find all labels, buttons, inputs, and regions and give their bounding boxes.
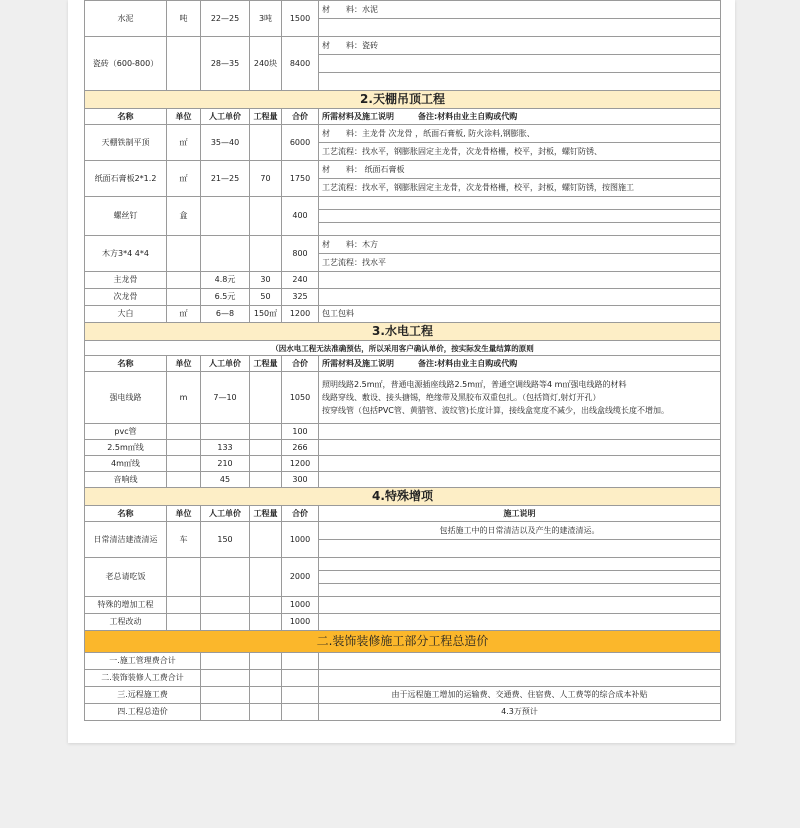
cell-desc (319, 424, 721, 440)
table-row (85, 272, 721, 289)
table-row (85, 197, 721, 236)
cell-desc (319, 37, 721, 91)
summary-title: 二.装饰装修施工部分工程总造价 (85, 631, 721, 653)
cell-name: 瓷砖（600-800） (85, 37, 167, 91)
cell-price: 28—35 (201, 37, 250, 91)
cell-total: 1200 (282, 306, 319, 323)
desc-line: 材 料：水泥 (319, 1, 720, 19)
cell-unit (167, 236, 201, 272)
table-row (85, 522, 721, 558)
desc-line (319, 55, 720, 73)
cell-qty (250, 197, 282, 236)
cell-unit (167, 289, 201, 306)
summary-label: 三.远程施工费 (85, 687, 201, 704)
cell-desc (319, 614, 721, 631)
cell-total: 240 (282, 272, 319, 289)
cell-price: 210 (201, 456, 250, 472)
cell-unit (167, 424, 201, 440)
col-header-qty: 工程量 (250, 356, 282, 372)
table-row (85, 597, 721, 614)
table-row (85, 456, 721, 472)
cell-desc (319, 558, 721, 597)
cell-total: 300 (282, 472, 319, 488)
cell-qty (250, 372, 282, 424)
table-row (85, 236, 721, 272)
cell-desc (319, 456, 721, 472)
desc-line: 照明线路2.5m㎡，普通电源插座线路2.5m㎡，普通空调线路等4 m㎡强电线路的材料 (322, 380, 627, 389)
cell-price: 45 (201, 472, 250, 488)
col-header-name: 名称 (85, 109, 167, 125)
desc-header-label: 所需材料及施工说明 (322, 111, 394, 121)
desc-line (319, 584, 720, 596)
section-note-row (85, 341, 721, 356)
col-header-desc (319, 356, 721, 372)
summary-desc: 由于远程施工增加的运输费、交通费、住宿费、人工费等的综合成本补贴 (319, 687, 721, 704)
cell-price: 22—25 (201, 1, 250, 37)
desc-line: 工艺流程：找水平，钢膨胀固定主龙骨，次龙骨格栅，校平，封板，螺钉防锈，按图施工 (322, 183, 634, 192)
cell-desc (319, 1, 721, 37)
quote-table-body (85, 1, 721, 721)
summary-cell (201, 687, 250, 704)
remark-header-label: 备注:材料由业主自购或代购 (418, 111, 518, 121)
cell-price: 133 (201, 440, 250, 456)
cell-total: 1000 (282, 597, 319, 614)
summary-label: 一.施工管理费合计 (85, 653, 201, 670)
cell-name: 工程改动 (85, 614, 167, 631)
col-header-name: 名称 (85, 356, 167, 372)
summary-cell (282, 704, 319, 721)
col-header-price: 人工单价 (201, 356, 250, 372)
summary-cell (201, 670, 250, 687)
desc-line: 包括施工中的日常清洁以及产生的建渣清运。 (319, 522, 720, 540)
cell-qty: 3吨 (250, 1, 282, 37)
cell-desc (319, 161, 721, 197)
cell-qty: 30 (250, 272, 282, 289)
cell-unit (167, 440, 201, 456)
col-header-unit: 单位 (167, 356, 201, 372)
table-row (85, 424, 721, 440)
cell-qty (250, 440, 282, 456)
cell-name: 老总请吃饭 (85, 558, 167, 597)
cell-total: 1050 (282, 372, 319, 424)
cell-price (201, 558, 250, 597)
cell-total: 400 (282, 197, 319, 236)
cell-unit (167, 272, 201, 289)
table-row (85, 37, 721, 91)
summary-cell (282, 653, 319, 670)
section-title: 3.水电工程 (85, 323, 721, 341)
remark-header-label: 备注:材料由业主自购或代购 (418, 358, 518, 368)
cell-price: 35—40 (201, 125, 250, 161)
col-header-name: 名称 (85, 506, 167, 522)
cell-total: 1000 (282, 614, 319, 631)
cell-total: 6000 (282, 125, 319, 161)
col-header-qty: 工程量 (250, 109, 282, 125)
summary-cell (282, 687, 319, 704)
cell-price (201, 197, 250, 236)
summary-cell (282, 670, 319, 687)
cell-unit: ㎡ (167, 161, 201, 197)
cell-desc (319, 597, 721, 614)
cell-price (201, 424, 250, 440)
cell-name: 强电线路 (85, 372, 167, 424)
section-title: 4.特殊增项 (85, 488, 721, 506)
cell-unit: 盒 (167, 197, 201, 236)
cell-unit (167, 558, 201, 597)
cell-price: 150 (201, 522, 250, 558)
cell-name: 水泥 (85, 1, 167, 37)
summary-cell (201, 653, 250, 670)
summary-row (85, 704, 721, 721)
section-note: （因水电工程无法准确预估，所以采用客户确认单价，按实际发生量结算的原则 (85, 341, 721, 356)
cell-unit: 吨 (167, 1, 201, 37)
col-header-unit: 单位 (167, 109, 201, 125)
table-row (85, 372, 721, 424)
desc-line: 工艺流程：找水平 (322, 258, 386, 267)
summary-label: 二.装饰装修人工费合计 (85, 670, 201, 687)
cell-desc (319, 236, 721, 272)
desc-line (319, 540, 720, 557)
cell-unit: m (167, 372, 201, 424)
cell-name: 日常清洁建渣清运 (85, 522, 167, 558)
cell-unit: ㎡ (167, 306, 201, 323)
summary-row (85, 653, 721, 670)
summary-row (85, 670, 721, 687)
col-header-unit: 单位 (167, 506, 201, 522)
desc-line (319, 19, 720, 36)
cell-name: 天棚铁制平顶 (85, 125, 167, 161)
desc-line: 材 料：主龙骨 次龙骨 ，纸面石膏板, 防火涂料,钢膨胀、 (319, 125, 720, 143)
summary-desc (319, 653, 721, 670)
column-header-row (85, 506, 721, 522)
cell-unit: 车 (167, 522, 201, 558)
cell-total: 1750 (282, 161, 319, 197)
section-header-row (85, 91, 721, 109)
summary-label: 四.工程总造价 (85, 704, 201, 721)
summary-cell (250, 670, 282, 687)
column-header-row (85, 356, 721, 372)
cell-qty (250, 456, 282, 472)
desc-line: 材 料：瓷砖 (319, 37, 720, 55)
summary-desc: 4.3万预计 (319, 704, 721, 721)
col-header-total: 合价 (282, 356, 319, 372)
cell-qty (250, 614, 282, 631)
cell-total: 1200 (282, 456, 319, 472)
desc-line (319, 73, 720, 90)
col-header-desc: 施工说明 (319, 506, 721, 522)
cell-total: 1500 (282, 1, 319, 37)
quote-table-wrapper (84, 0, 720, 721)
cell-qty (250, 597, 282, 614)
desc-line (319, 197, 720, 210)
summary-row (85, 687, 721, 704)
col-header-price: 人工单价 (201, 506, 250, 522)
cell-unit (167, 614, 201, 631)
cell-name: 2.5m㎡线 (85, 440, 167, 456)
table-row (85, 125, 721, 161)
cell-qty: 240块 (250, 37, 282, 91)
desc-line (319, 210, 720, 223)
column-header-row (85, 109, 721, 125)
cell-price (201, 597, 250, 614)
desc-header-label: 所需材料及施工说明 (322, 358, 394, 368)
cell-unit (167, 456, 201, 472)
cell-price (201, 236, 250, 272)
summary-title-row (85, 631, 721, 653)
cell-desc (319, 289, 721, 306)
cell-price: 6.5元 (201, 289, 250, 306)
col-header-price: 人工单价 (201, 109, 250, 125)
col-header-desc (319, 109, 721, 125)
section-header-row (85, 488, 721, 506)
desc-line (319, 223, 720, 235)
cell-name: 音响线 (85, 472, 167, 488)
cell-desc (319, 125, 721, 161)
cell-qty: 50 (250, 289, 282, 306)
cell-unit (167, 37, 201, 91)
summary-cell (250, 704, 282, 721)
cell-unit (167, 597, 201, 614)
cell-total: 100 (282, 424, 319, 440)
cell-total: 325 (282, 289, 319, 306)
desc-line: 材 料：木方 (319, 236, 720, 254)
cell-desc (319, 372, 721, 424)
summary-cell (250, 687, 282, 704)
cell-price: 4.8元 (201, 272, 250, 289)
cell-unit (167, 472, 201, 488)
desc-line: 线路穿线、敷设、接头搪锡，绝缘带及黑胶布双重包扎。（包括筒灯,射灯开孔） (322, 393, 601, 402)
col-header-total: 合价 (282, 109, 319, 125)
cell-name: 特殊的增加工程 (85, 597, 167, 614)
quote-table (84, 0, 721, 721)
desc-line (319, 558, 720, 571)
cell-desc (319, 272, 721, 289)
col-header-total: 合价 (282, 506, 319, 522)
cell-desc (319, 472, 721, 488)
cell-name: 主龙骨 (85, 272, 167, 289)
cell-total: 266 (282, 440, 319, 456)
cell-total: 2000 (282, 558, 319, 597)
table-row (85, 161, 721, 197)
cell-name: 螺丝钉 (85, 197, 167, 236)
cell-desc (319, 197, 721, 236)
table-row (85, 1, 721, 37)
cell-name: 4m㎡线 (85, 456, 167, 472)
cell-qty: 150㎡ (250, 306, 282, 323)
table-row (85, 289, 721, 306)
cell-desc (319, 522, 721, 558)
summary-cell (201, 704, 250, 721)
desc-line (319, 571, 720, 584)
cell-qty (250, 558, 282, 597)
table-row (85, 614, 721, 631)
desc-line: 材 料： 纸面石膏板 (319, 161, 720, 179)
table-row (85, 440, 721, 456)
cell-desc (319, 440, 721, 456)
cell-qty (250, 472, 282, 488)
cell-name: 次龙骨 (85, 289, 167, 306)
cell-total: 800 (282, 236, 319, 272)
section-header-row (85, 323, 721, 341)
cell-price (201, 614, 250, 631)
cell-qty: 70 (250, 161, 282, 197)
col-header-qty: 工程量 (250, 506, 282, 522)
summary-cell (250, 653, 282, 670)
cell-name: 大白 (85, 306, 167, 323)
table-row (85, 306, 721, 323)
cell-total: 1000 (282, 522, 319, 558)
cell-name: 纸面石膏板2*1.2 (85, 161, 167, 197)
cell-unit: ㎡ (167, 125, 201, 161)
section-title: 2.天棚吊顶工程 (85, 91, 721, 109)
table-row (85, 558, 721, 597)
cell-qty (250, 424, 282, 440)
cell-desc: 包工包料 (319, 306, 721, 323)
cell-name: pvc管 (85, 424, 167, 440)
cell-price: 7—10 (201, 372, 250, 424)
table-row (85, 472, 721, 488)
cell-total: 8400 (282, 37, 319, 91)
cell-price: 6—8 (201, 306, 250, 323)
cell-qty (250, 236, 282, 272)
cell-price: 21—25 (201, 161, 250, 197)
cell-name: 木方3*4 4*4 (85, 236, 167, 272)
cell-qty (250, 125, 282, 161)
cell-qty (250, 522, 282, 558)
summary-desc (319, 670, 721, 687)
desc-line: 按穿线管（包括PVC管、黄腊管、波纹管)长度计算，接线盒宽度不减少，出线盒线缆长度不增加。 (322, 406, 669, 415)
desc-line: 工艺流程：找水平，钢膨胀固定主龙骨，次龙骨格栅，校平，封板，螺钉防锈、 (322, 147, 602, 156)
